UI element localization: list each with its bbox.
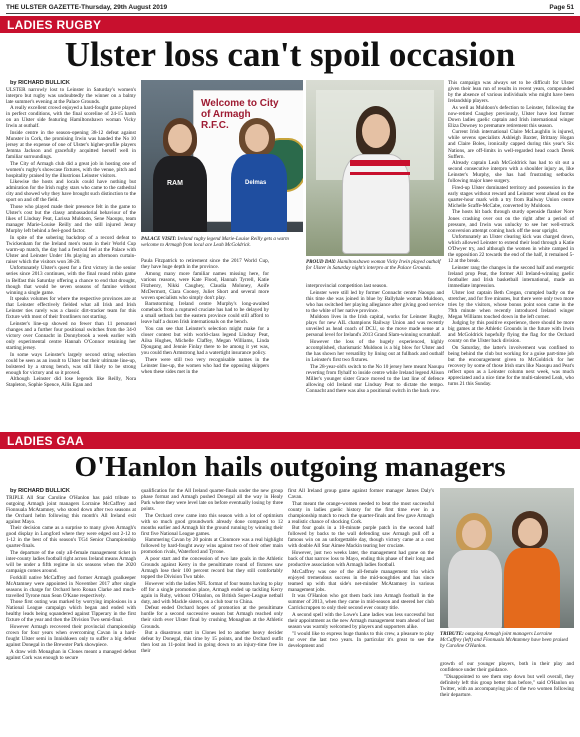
paragraph: It was O'Hanlon who got them back into Armagh football in the summer of 2013, when they came in mid-season and steered her club Carrickcruppen to only their second ever county title.: [288, 593, 434, 612]
paragraph: You can see that Leinster's selection might make for a closer contest but with world-class legend Lindsay Peat, Ailsa Hughes, Michelle Claffey, Megan Williams, Linda Djougang and Jennie Finlay there to be among it yet was, you could then Armstrong had a watertight insurance policy.: [141, 326, 269, 357]
paragraph: Defeat ended Orchard hopes of promotion at the penultimate hurdle for a second successive season but Armagh reached only their sixth ever Ulster final by crushing Monaghan at the Athletic Grounds.: [141, 605, 283, 630]
paragraph: The hosts hit back through sturdy openside flanker Nore Jones crashing over out on the right after a period of pressure, and Irwin was unlucky to see her well-struck conversion attempt coming back off the near upright.: [448, 209, 574, 234]
photo-tribute-managers: [440, 488, 574, 628]
paragraph: However the loss of the hugely experienced, highly accomplished, charismatic Muldoon is a big blow for Ulster and the has shown her versatility by lining out at fullback and outhalf in Leinster's first two fixtures.: [306, 338, 444, 364]
paragraph: Unfortunately Ulster's quest for a first victory in the senior series since 2013 continues, with the final round robin game in Belfast this Saturday offering a chance to end that drought, though that would be seven seasons of famine without winning a single game.: [6, 265, 136, 296]
gaa-article-col4: [440, 661, 574, 735]
paragraph: However Armagh recovered their provincial championship crown for four years when overcoming Cavan in a hard-fought Ulster semi in Innishkeen only to suffer a big defeat against Donegal in the Brewster Park showpiece.: [6, 624, 136, 649]
paragraph: interprovincial competition last season.: [306, 283, 388, 289]
rugby-article-col2: [141, 258, 269, 418]
paragraph: This campaign was always set to be difficult for Ulster given their lean run of results in recent years, compounded by the absence of various individuals who might have been Irelandship players.: [448, 80, 574, 105]
paragraph: In spite of the sobering backdrop of a record defeat to Twickenham for the Ireland men's team in their World Cup warm-up match, the day had a festival feel at the Palace with Ulster and Leinster Under 18s playing an afternoon curtain-raiser which the visitors won 38-20.: [6, 234, 136, 265]
paragraph: On Saturday, the latter's involvement was confined to being behind the club but working for a guise part-time job but the encouragement given to McGoldrick for her recovery by some of those Irish stars like Naoupu and Peat's reflect upon as a Leinster column next week, was much appreciated and a nice time for the multi-talented Leah, who turns 21 this Sunday.: [448, 345, 574, 388]
paragraph: "Disappointed to see them step down but well overall, they definitely left this group better than before," said O'Hanlon on Twitter, with an accompanying pic of the two women following their departure.: [440, 673, 574, 698]
page-number: Page 51: [549, 4, 574, 11]
paragraph: McCaffrey was one of the all-female management trio which enjoyed tremendous success in the mid-noughties and has since teamed up with that side's net-minder McAtamney in various management jobs.: [288, 568, 434, 593]
photo-palace-visit: [141, 80, 303, 232]
paragraph: ULSTER narrowly lost to Leinster in Saturday's women's interpro but rugby was undoubtedly the winner on a balmy late summer's evening at the Palace Grounds.: [6, 86, 136, 105]
photo-caption-proud-day: PROUD DAY: Hamiltonsbawn woman Vicky Irwin played outhalf for Ulster in Saturday night's interpro at the Palace Grounds.: [306, 259, 441, 271]
paragraph: Those who played made their presence felt in the game to Ulster's cost but the classy ambassadorial behaviour of the likes of Lindsay Peat, Larissa Muldoon, Sene Naoupu, team manager Marie-Louise Reilly and the still injured Jenny Murphy left behind a feel-good factor.: [6, 203, 136, 235]
paragraph: Forkhill native McCaffrey and former Armagh goalkeeper McAtamney were appointed in November 2017 after single seasons in charge for Orchard hero Ronan Clarke and much-travelled Tyrone man Sean O'Kane respectively.: [6, 574, 136, 599]
paragraph: Already captain Leah McGoldrick has had to sit out a second consecutive interpro with a shoulder injury as, like Leinster's Murphy, she has had frustrating setbacks following major knee surgery.: [448, 160, 574, 185]
paragraph: Leinster's line-up showed no fewer than 11 personnel changes and a further four positional switches from the 34-0 victory over Connacht in Donnybrook a week earlier with only experimental centre Hannah O'Connor retaining her starting jersey.: [6, 320, 136, 352]
paragraph: But four goals in a 10-minute purple patch in the second half followed by backs to the wall defending saw Armagh pull off a famous win on an unforgettable day, though victory came at a cost with double All Star Aimee Mackin tearing her cruciate.: [288, 525, 434, 550]
paragraph: Those first outing was marked by worrying implosions in a National League campaign which began and ended with healthy leads being squandered against Tipperary in the first fixture of the year and then the Division Two semi-final.: [6, 599, 136, 624]
gaa-article-col2: [141, 488, 283, 735]
paragraph: Among many more familiar names missing here, for various reasons, were Kate Flood, Hannah Tyrrell, Katie Fitzhenry, Nikki Caughey, Claudia Moloney, Aoife McDermott, Ciara Cooney, Juliet Short and several more woven specialists who simply don't play.: [141, 270, 269, 301]
paragraph: A poor start and the concession of two late goals in the Athletic Grounds against Kerry in the penultimate round of fixtures saw Armagh lose their 100 percent record but they still comfortably topped the Division Two table.: [141, 556, 283, 581]
gaa-article-col1: [6, 488, 136, 735]
paragraph: The City of Armagh club did a great job in hosting one of women's rugby's showcase fixtures, with the venue, pitch and hospitality praised by the illustrious Leinster visitors.: [6, 160, 136, 179]
byline: by RICHARD BULLICK: [10, 80, 70, 86]
paragraph: However with the ladies NFL format of four teams having to play off for a single promotion place, Armagh ended up tackling Kerry again in Ruby, without O'Hanlon, on British Super-League netball duty, and with Mackle sisters, on a club tour to China.: [141, 580, 283, 605]
paragraph: The 28-year-old's switch to the No 10 jersey here meant Naoupu reverting from flyhalf to inside centre while Ireland legend Alison Miller's younger sister Grace moved to the last line of defence allowing old Ireland star Lindsay Peat to dictate the tempo. Connacht and there was also a positional switch in the back row.: [306, 363, 444, 394]
jersey-sponsor: Delmas: [245, 180, 267, 186]
paragraph: The Orchard crew came into this season with a lot of optimism with so much good groundwork already done compared to 12 months earlier and Armagh hit the ground running by winning their first five National League games.: [141, 512, 283, 537]
paragraph: Leinster rang the changes in the second half and energetic Ireland prop Peat, the former All Ireland-winning gaelic footballer and Irish basketball international, made an immediate impression.: [448, 264, 574, 290]
paragraph: Muldoon lives in the Irish capital, works for Leinster Rugby, plays for new AIL champions Railway Union and was recently unveiled as head coach of DCU, so the move made sense at a personal level for Ireland's 2013 Grand Slam-winning scrumhalf.: [306, 314, 444, 339]
paragraph: Inside centre in the season-opening 38-12 defeat against Munster in Cork, the promising Irwin was handed the No 10 jersey at the expense of one of Ulster's higher-profile players Jemma Jackson and gracefully acquitted herself well in familiar surroundings.: [6, 129, 136, 161]
photo-proud-day: [306, 80, 444, 256]
paragraph: Barnstorming Ireland centre Murphy's long-awaited comeback from a ruptured cruciate has had to be delayed by a small setback but the eastern province could still afford to leave half a dozen Irish internationals on the bench.: [141, 301, 269, 326]
paragraph: Likewise the hosts and locals could have nothing but admiration for the Irish rugby stars who came to the cathedral city and showed why they have brought such distinction to the sport on and off the field.: [6, 179, 136, 204]
page-masthead: [6, 2, 574, 14]
byline: by RICHARD BULLICK: [10, 488, 70, 494]
paragraph: qualification for the All Ireland quarter-finals under the new group phase format and Armagh pushed Donegal all the way in Healy Park where they were level late on before eventually losing by three points.: [141, 488, 283, 513]
paragraph: Judging by this positive experience, there should be more big games at the Athletic Grounds in the future with Irwin and McGoldrick hopefully flying the flag for the Orchard county on the Ulster back division.: [448, 320, 574, 345]
paragraph: Leinster were still led by former Connacht centre Naoupu and this time she was joined in blue by Ballyhale woman Muldoon, who has switched her playing allegiance after giving good service to the white of her native province.: [306, 289, 444, 314]
rugby-article-col1: [6, 80, 136, 418]
paragraph: In some ways Leinster's largely second string selection could be seen as an insult to Ulster but their ultimate line-up, bolstered by a strong bench, was still likely to be strong enough for victory and so it proved.: [6, 351, 136, 376]
section-label-ladies-gaa: LADIES GAA: [0, 432, 580, 449]
paragraph: Paula Fitzpatrick to retirement since the 2017 World Cup, they have huge depth in the province.: [141, 258, 269, 271]
paragraph: Their decision came as a surprise to many given Armagh's good display in Longford where they were edged out 2-12 to 1-12 in the best of this season's TG4 Senior Championship quarter-finals.: [6, 525, 136, 550]
paragraph: Fired-up Ulster dominated territory and possession in the early stages without reward and Leinster went ahead on the quarter-hour mark with a try from Railway Union centre Michelle Scaffe-McCabe, converted by Muldoon.: [448, 184, 574, 209]
paragraph: Hammering Cavan by 20 points at Clonmore was a real highlight followed by hard-fought away wins against two of their other main promotion rivals, Waterford and Tyrone.: [141, 537, 283, 556]
rugby-article-col4: [448, 80, 574, 418]
paragraph: Ulster lost captain Beth Cregan, crumpled badly on the stretcher, and for five minutes, but there were only two more tries by the visitors, whose bonus point soon came in the 79th minute when recently introduced Ireland winger Megan Williams touched down in the left corner.: [448, 289, 574, 320]
paragraph: Although Leinster did lose legends like Reilly, Nora Stapleton, Sophie Spence, Ailis Egan and: [6, 376, 136, 389]
paragraph: There were still two very recognisable names in the Leinster line-up, the women who had the opposing skippers when these sides met in the: [141, 356, 269, 375]
paragraph: "I would like to express huge thanks to this crew, a pleasure to play for over the last two years. In particular it's great to see the development and: [288, 630, 434, 649]
section-label-ladies-rugby: LADIES RUGBY: [0, 16, 580, 33]
paragraph: As well as Muldoon's defection to Leinster, following the now-retired Caughey previously, Ulster have lost former Down ladies gaelic captain and Irish international winger Eliza Downey to premature retirement this season.: [448, 104, 574, 129]
paragraph: first All Ireland group game against former manager James Daly's Cavan.: [288, 488, 434, 501]
masthead-title: THE ULSTER GAZETTE-Thursday, 29th August 2019: [6, 4, 168, 11]
headline-gaa: O'Hanlon hails outgoing managers: [74, 451, 506, 483]
paragraph: A second spell with the Lowe's Lane ladies was less successful but their appointment as the new Armagh management team ahead of last season was warmly welcomed by players and supporters alike.: [288, 611, 434, 631]
headline-rugby: Ulster loss can't spoil occasion: [64, 35, 516, 74]
paragraph: A really excellent crowd enjoyed a hard-fought game played in perfect conditions, with the final scoreline of 24-15 harsh on an Ulster side featuring Hamiltonsbawn woman Vicky Irwin at outhalf.: [6, 105, 136, 130]
photo-caption-tribute: TRIBUTE: outgoing Armagh joint managers Lorraine McCaffrey (left) and Fionnuala McAtamney have been praised by Caroline O'Hanlon.: [440, 631, 569, 649]
paragraph: But a disastrous start in Clones led to another heavy decider defeat by Donegal, this time by 15 points, and the Orchard outfit then lost an 11-point lead in going down to an injury-time free in their: [141, 630, 283, 655]
paragraph: It speaks volumes for where the respective provinces are at that Leinster effectively fielded what all Irish and Irish Leinster ties rarely was a classic dirt-tracker team for this fixture with most of their frontliners not starting.: [6, 296, 136, 321]
paragraph: Unfortunately an Ulster clearing kick was charged down, which allowed Leinster to extend their lead through a Katie O'Dwyer try, and although the women in white camped in the opposition 22 towards the end of the half, it remained 5-12 at the break.: [448, 234, 574, 265]
rugby-article-col3: [306, 283, 444, 418]
paragraph: A draw with Monaghan in Clones meant a managed defeat against Cork was enough to secure: [6, 648, 136, 661]
paragraph: Current Irish international Claire McLaughlin is injured, while sevens specialists Ashleigh Baxter, Brittany Hogan and Claire Boles, ironically capped during this year's Six Nations, are off-limits in well-regarded head coach Derek Suffern.: [448, 129, 574, 160]
gaa-article-col3: [288, 488, 434, 735]
jersey-brand: RAM: [167, 180, 183, 187]
photo-caption-palace-visit: PALACE VISIT: Ireland rugby legend Marie-Louise Reilly gets a warm welcome to Armagh from local ace Leah McGoldrick.: [141, 236, 289, 248]
paragraph: The departure of the only all-female management ticket in inter-county ladies football right across Ireland means Armagh will be under a fifth regime in six seasons when the 2020 campaign comes around.: [6, 549, 136, 575]
paragraph: However, just two weeks later, the management had gone on the back of that narrow loss to Mayo, ending this phase of their long and productive association with Armagh ladies football.: [288, 549, 434, 569]
paragraph: growth of our younger players, both in their play and confidence under their guidance.: [440, 661, 574, 674]
paragraph: That meant the orange-women needed to beat the most successful county in ladies gaelic history for the first time ever in a championship match to reach the quarter-finals and few gave Armagh a realistic chance of shocking Cork.: [288, 500, 434, 525]
banner-text: Welcome to City of Armagh R.F.C.: [201, 98, 279, 131]
paragraph: TRIPLE All Star Caroline O'Hanlon has paid tribute to outgoing Armagh joint managers Lorraine McCaffrey and Fionnuala McAtamney, who stood down after two seasons at the Orchard helm following this month's All Ireland exit against Mayo.: [6, 494, 136, 525]
